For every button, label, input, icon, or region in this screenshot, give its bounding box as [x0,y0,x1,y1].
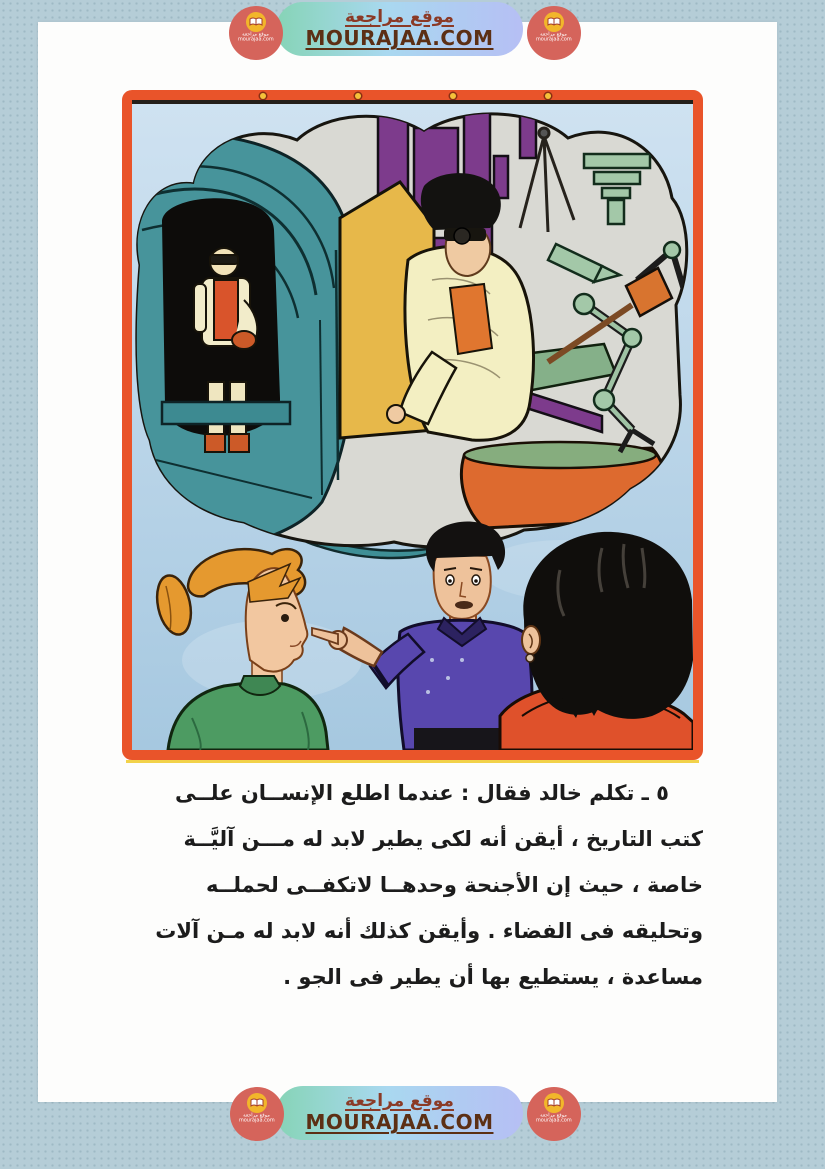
header-site-banner[interactable] [276,2,523,56]
header-site-domain-link[interactable]: MOURAJAA.COM [305,26,494,51]
logo-domain-text: mourajaa.com [238,36,274,43]
nail-icon [545,93,551,99]
nail-icon [260,93,266,99]
thought-bubble [132,100,687,558]
comic-scene [132,100,693,750]
frame-nails [132,92,693,100]
paragraph-line: مساعدة ، يستطيع بها أن يطير فى الجو . [283,965,703,989]
logo-arabic-text: موقع مراجعة [242,31,270,37]
logo-arabic-text: موقع مراجعة [540,31,568,37]
site-logo[interactable] [527,1087,581,1141]
comic-panel-frame [122,90,703,760]
paragraph-line: خاصة ، حيث إن الأجنحة وحدهــا لاتكفــى لحملــه [205,873,703,897]
paragraph-line: ٥ ـ تكلم خالد فقال : عندما اطلع الإنســان علــى [175,781,669,805]
paragraph-line: وتحليقه فى الفضاء . وأيقن كذلك أنه لابد له مـن آلات [155,919,703,943]
logo-arabic-text: موقع مراجعة [540,1112,568,1118]
footer-site-name-arabic[interactable]: موقع مراجعة [345,1090,454,1111]
paragraph-line: كتب التاريخ ، أيقن أنه لكى يطير لابد له مـــن آليَّــة [183,827,703,851]
lesson-paragraph [122,770,703,1000]
footer-site-banner[interactable] [276,1086,523,1140]
nail-icon [355,93,361,99]
logo-arabic-text: موقع مراجعة [243,1112,271,1118]
black-hair [523,532,693,719]
site-logo[interactable] [527,6,581,60]
book-icon [246,12,266,32]
site-logo[interactable] [229,6,283,60]
logo-domain-text: mourajaa.com [536,1117,572,1124]
book-icon [544,12,564,32]
footer-site-domain-link[interactable]: MOURAJAA.COM [305,1110,494,1135]
logo-domain-text: mourajaa.com [239,1117,275,1124]
book-icon [247,1093,267,1113]
earring-icon [526,654,534,662]
nail-icon [450,93,456,99]
header-site-name-arabic[interactable]: موقع مراجعة [345,6,454,27]
book-icon [544,1093,564,1113]
site-logo[interactable] [230,1087,284,1141]
logo-domain-text: mourajaa.com [536,36,572,43]
ear [522,626,540,654]
